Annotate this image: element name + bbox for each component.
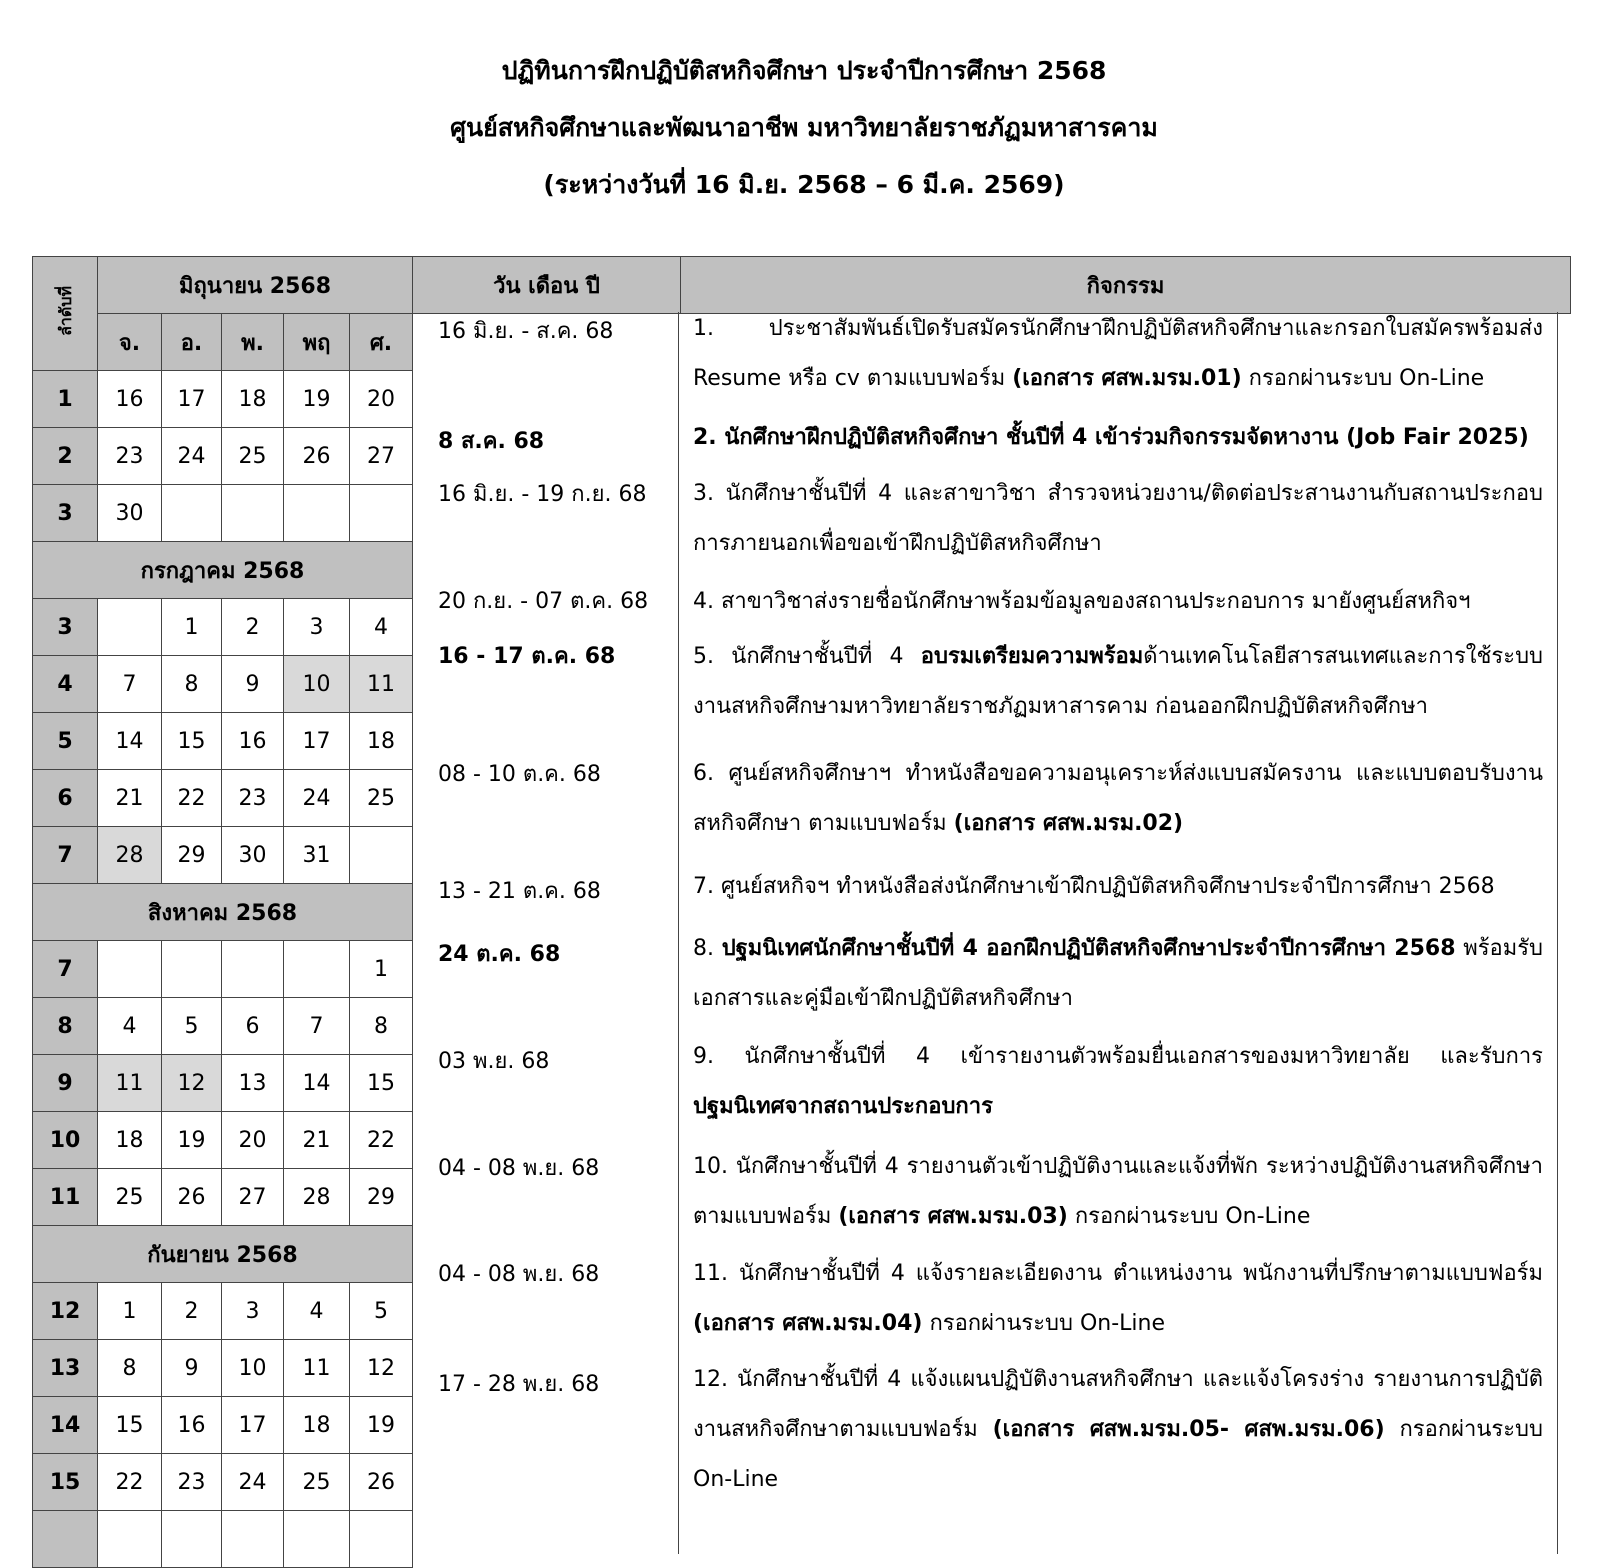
day-cell: 23 [98, 428, 162, 485]
date-entry: 17 - 28 พ.ย. 68 [438, 1372, 600, 1397]
day-cell: 18 [350, 713, 413, 770]
activity-text: 1. ประชาสัมพันธ์เปิดรับสมัครนักศึกษาฝึกปฏิบัติสหกิจศึกษาและกรอกใบสมัครพร้อมส่ง Resume หรือ cv ตามแบบฟอร์ม [693, 316, 1543, 391]
day-cell: 7 [98, 656, 162, 713]
title-line-1: ปฏิทินการฝึกปฏิบัติสหกิจศึกษา ประจำปีการศึกษา 2568 [501, 56, 1107, 85]
activity-text: ปฐมนิเทศนักศึกษาชั้นปีที่ 4 ออกฝึกปฏิบัติสหกิจศึกษาประจำปีการศึกษา 2568 [721, 936, 1456, 961]
week-number: 11 [33, 1169, 98, 1226]
week-number: 5 [33, 713, 98, 770]
activity-text: กรอกผ่านระบบ On-Line [922, 1311, 1166, 1336]
day-cell: 22 [162, 770, 222, 827]
title-line-2: ศูนย์สหกิจศึกษาและพัฒนาอาชีพ มหาวิทยาลัยราชภัฏมหาสารคาม [450, 113, 1158, 142]
day-cell: 1 [350, 941, 413, 998]
activity-text: อบรมเตรียมความพร้อม [920, 644, 1144, 669]
date-header: วัน เดือน ปี [413, 257, 681, 314]
day-cell: 16 [98, 371, 162, 428]
week-number: 13 [33, 1340, 98, 1397]
activity-text: 2. นักศึกษาฝึกปฏิบัติสหกิจศึกษา ชั้นปีที่ 4 เข้าร่วมกิจกรรมจัดหางาน (Job Fair 2025) [693, 425, 1529, 450]
week-number: 7 [33, 827, 98, 884]
activity-text: (เอกสาร ศสพ.มรม.04) [693, 1311, 923, 1336]
day-cell: 29 [350, 1169, 413, 1226]
activity-text: 6. ศูนย์สหกิจศึกษาฯ ทำหนังสือขอความอนุเคราะห์ส่งแบบสมัครงาน และแบบตอบรับงานสหกิจศึกษา ตามแบบฟอร์ม [693, 761, 1543, 836]
activity-entry [693, 1355, 1543, 1505]
day-cell: 25 [350, 770, 413, 827]
day-cell [162, 941, 222, 998]
activity-entry [693, 862, 1543, 912]
day-cell: 8 [98, 1340, 162, 1397]
day-cell [350, 827, 413, 884]
activity-entry [693, 312, 1543, 404]
day-cell: 18 [98, 1112, 162, 1169]
week-number: 4 [33, 656, 98, 713]
week-number: 15 [33, 1454, 98, 1511]
day-cell: 25 [222, 428, 284, 485]
day-cell: 27 [222, 1169, 284, 1226]
day-cell: 2 [222, 599, 284, 656]
day-cell: 14 [284, 1055, 350, 1112]
day-cell [98, 941, 162, 998]
day-cell: 15 [98, 1397, 162, 1454]
day-header: พฤ [284, 314, 350, 371]
day-cell: 10 [222, 1340, 284, 1397]
day-cell: 21 [98, 770, 162, 827]
day-cell: 7 [284, 998, 350, 1055]
day-cell: 10 [284, 656, 350, 713]
activity-entry [693, 577, 1543, 627]
date-entry: 16 - 17 ต.ค. 68 [438, 644, 616, 669]
day-cell: 19 [284, 371, 350, 428]
activities-column [678, 312, 1558, 1554]
day-cell [350, 485, 413, 542]
document-title [0, 50, 1608, 221]
activity-entry [693, 413, 1543, 463]
week-number: 6 [33, 770, 98, 827]
day-cell: 4 [350, 599, 413, 656]
activity-text: (เอกสาร ศสพ.มรม.03) [838, 1204, 1068, 1229]
date-entry: 04 - 08 พ.ย. 68 [438, 1156, 600, 1181]
week-number: 8 [33, 998, 98, 1055]
date-entry: 20 ก.ย. - 07 ต.ค. 68 [438, 589, 649, 614]
day-header: ศ. [350, 314, 413, 371]
date-entry: 16 มิ.ย. - 19 ก.ย. 68 [438, 482, 647, 507]
week-number: 10 [33, 1112, 98, 1169]
day-header: อ. [162, 314, 222, 371]
day-cell: 3 [284, 599, 350, 656]
week-header-label: ลำดับที่ [55, 285, 75, 336]
activity-text: 5. นักศึกษาชั้นปีที่ 4 [693, 644, 921, 669]
week-number: 12 [33, 1283, 98, 1340]
day-cell [222, 1511, 284, 1568]
day-cell: 17 [284, 713, 350, 770]
activity-entry [693, 749, 1543, 849]
day-cell: 15 [162, 713, 222, 770]
week-number: 7 [33, 941, 98, 998]
activity-entry [693, 632, 1543, 732]
day-cell [162, 1511, 222, 1568]
day-cell: 14 [98, 713, 162, 770]
day-cell: 22 [350, 1112, 413, 1169]
day-cell: 26 [162, 1169, 222, 1226]
date-entry: 04 - 08 พ.ย. 68 [438, 1262, 600, 1287]
day-cell: 18 [284, 1397, 350, 1454]
activity-text: กรอกผ่านระบบ On-Line [1067, 1204, 1311, 1229]
day-cell: 12 [162, 1055, 222, 1112]
activity-entry [693, 469, 1543, 569]
day-cell: 1 [98, 1283, 162, 1340]
day-cell: 24 [162, 428, 222, 485]
day-cell: 27 [350, 428, 413, 485]
activity-text: 12. นักศึกษาชั้นปีที่ 4 แจ้งแผนปฏิบัติงานสหกิจศึกษา และแจ้งโครงร่าง รายงานการปฏิบัติงานสหกิจศึกษาตามแบบฟอร์ม [693, 1367, 1543, 1442]
activity-text: (เอกสาร ศสพ.มรม.02) [953, 811, 1184, 836]
week-number: 2 [33, 428, 98, 485]
day-header: จ. [98, 314, 162, 371]
day-cell: 23 [222, 770, 284, 827]
month-header: กรกฎาคม 2568 [33, 542, 413, 599]
week-number: 9 [33, 1055, 98, 1112]
day-cell: 21 [284, 1112, 350, 1169]
day-cell: 28 [98, 827, 162, 884]
week-number: 14 [33, 1397, 98, 1454]
activity-text: 10. นักศึกษาชั้นปีที่ 4 รายงานตัวเข้าปฏิบัติงานและแจ้งที่พัก ระหว่างปฏิบัติงานสหกิจศึกษาตามแบบฟอร์ม [693, 1154, 1543, 1229]
day-cell [222, 485, 284, 542]
date-entry: 08 - 10 ต.ค. 68 [438, 762, 601, 787]
activity-text: พร้อมรับเอกสารและคู่มือเข้าฝึกปฏิบัติสหกิจศึกษา [693, 936, 1544, 1011]
activity-entry [693, 1142, 1543, 1242]
date-entry: 13 - 21 ต.ค. 68 [438, 879, 601, 904]
date-entry: 24 ต.ค. 68 [438, 942, 561, 967]
title-line-3: (ระหว่างวันที่ 16 มิ.ย. 2568 – 6 มี.ค. 2569) [543, 170, 1065, 199]
activity-entry [693, 1032, 1543, 1132]
day-cell: 24 [222, 1454, 284, 1511]
day-cell [98, 1511, 162, 1568]
week-number [33, 1511, 98, 1568]
day-cell: 6 [222, 998, 284, 1055]
day-cell [284, 1511, 350, 1568]
activity-text: 4. สาขาวิชาส่งรายชื่อนักศึกษาพร้อมข้อมูลของสถานประกอบการ มายังศูนย์สหกิจฯ [693, 589, 1471, 614]
dates-column [410, 312, 678, 1554]
week-number: 3 [33, 485, 98, 542]
day-cell: 25 [98, 1169, 162, 1226]
day-cell: 24 [284, 770, 350, 827]
day-cell: 8 [162, 656, 222, 713]
week-header [33, 257, 98, 371]
day-cell: 8 [350, 998, 413, 1055]
month-header: มิถุนายน 2568 [98, 257, 413, 314]
activity-text: 11. นักศึกษาชั้นปีที่ 4 แจ้งรายละเอียดงาน ตำแหน่งงาน พนักงานที่ปรึกษาตามแบบฟอร์ม [693, 1261, 1543, 1286]
activity-entry [693, 1249, 1543, 1349]
date-entry: 8 ส.ค. 68 [438, 429, 545, 454]
activity-text: (เอกสาร ศสพ.มรม.05- ศสพ.มรม.06) [992, 1417, 1385, 1442]
day-cell: 30 [98, 485, 162, 542]
day-cell: 9 [162, 1340, 222, 1397]
day-cell: 23 [162, 1454, 222, 1511]
activity-header: กิจกรรม [681, 257, 1571, 314]
day-cell [222, 941, 284, 998]
day-cell: 26 [284, 428, 350, 485]
day-cell [162, 485, 222, 542]
day-cell: 30 [222, 827, 284, 884]
month-header: กันยายน 2568 [33, 1226, 413, 1283]
month-header: สิงหาคม 2568 [33, 884, 413, 941]
day-cell: 5 [350, 1283, 413, 1340]
day-cell: 3 [222, 1283, 284, 1340]
day-cell: 15 [350, 1055, 413, 1112]
activity-text: ด้านเทคโนโลยีสารสนเทศและการใช้ระบบงานสหกิจศึกษามหาวิทยาลัยราชภัฏมหาสารคาม ก่อนออกฝึกปฏิบัติสหกิจศึกษา [693, 644, 1543, 719]
day-cell: 20 [350, 371, 413, 428]
day-cell: 9 [222, 656, 284, 713]
day-cell: 5 [162, 998, 222, 1055]
activity-text: 8. [693, 936, 722, 961]
activity-text: กรอกผ่านระบบ On-Line [1241, 366, 1485, 391]
activity-text: กรอกผ่านระบบ On-Line [693, 1417, 1543, 1492]
day-cell: 19 [162, 1112, 222, 1169]
activity-text: 3. นักศึกษาชั้นปีที่ 4 และสาขาวิชา สำรวจหน่วยงาน/ติดต่อประสานงานกับสถานประกอบการภายนอกเพื่อขอเข้าฝึกปฏิบัติสหกิจศึกษา [693, 481, 1543, 556]
activity-text: 7. ศูนย์สหกิจฯ ทำหนังสือส่งนักศึกษาเข้าฝึกปฏิบัติสหกิจศึกษาประจำปีการศึกษา 2568 [693, 874, 1495, 899]
day-cell: 22 [98, 1454, 162, 1511]
day-cell: 4 [284, 1283, 350, 1340]
week-number: 3 [33, 599, 98, 656]
day-cell: 11 [284, 1340, 350, 1397]
day-cell [98, 599, 162, 656]
day-cell: 1 [162, 599, 222, 656]
day-cell: 17 [222, 1397, 284, 1454]
day-cell [350, 1511, 413, 1568]
day-cell: 12 [350, 1340, 413, 1397]
activity-entry [693, 924, 1543, 1024]
activity-text: ปฐมนิเทศจากสถานประกอบการ [693, 1094, 993, 1119]
day-cell: 18 [222, 371, 284, 428]
activity-text: (เอกสาร ศสพ.มรม.01) [1012, 366, 1242, 391]
day-cell: 11 [98, 1055, 162, 1112]
day-cell: 16 [222, 713, 284, 770]
day-cell: 26 [350, 1454, 413, 1511]
day-cell: 13 [222, 1055, 284, 1112]
day-cell: 28 [284, 1169, 350, 1226]
day-cell: 29 [162, 827, 222, 884]
day-cell [284, 941, 350, 998]
day-header: พ. [222, 314, 284, 371]
day-cell [284, 485, 350, 542]
day-cell: 2 [162, 1283, 222, 1340]
day-cell: 20 [222, 1112, 284, 1169]
day-cell: 19 [350, 1397, 413, 1454]
day-cell: 25 [284, 1454, 350, 1511]
date-entry: 03 พ.ย. 68 [438, 1049, 550, 1074]
week-number: 1 [33, 371, 98, 428]
day-cell: 4 [98, 998, 162, 1055]
date-entry: 16 มิ.ย. - ส.ค. 68 [438, 319, 614, 344]
day-cell: 17 [162, 371, 222, 428]
activity-text: 9. นักศึกษาชั้นปีที่ 4 เข้ารายงานตัวพร้อมยื่นเอกสารของมหาวิทยาลัย และรับการ [693, 1044, 1543, 1069]
day-cell: 11 [350, 656, 413, 713]
day-cell: 31 [284, 827, 350, 884]
day-cell: 16 [162, 1397, 222, 1454]
